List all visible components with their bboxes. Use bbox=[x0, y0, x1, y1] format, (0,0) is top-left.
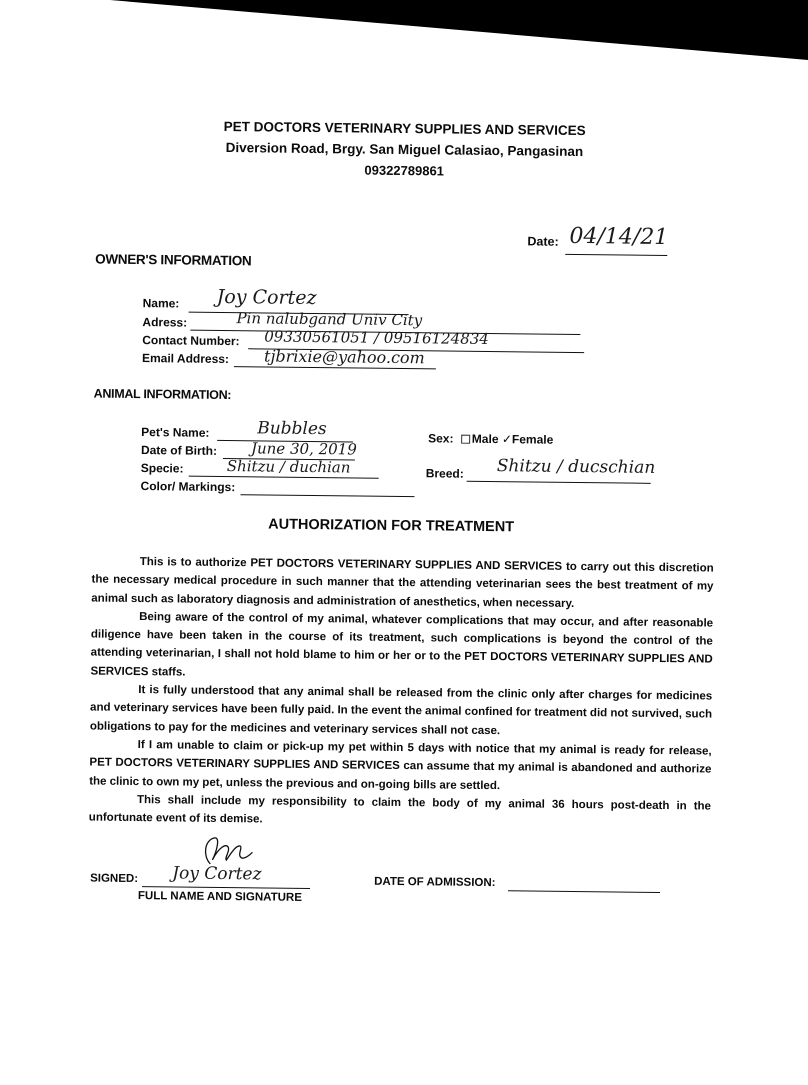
signature-caption: FULL NAME AND SIGNATURE bbox=[137, 890, 302, 904]
clinic-address: Diversion Road, Brgy. San Miguel Calasiao, Pangasinan bbox=[225, 139, 584, 160]
owner-email-value: tjbrixie@yahoo.com bbox=[263, 346, 425, 368]
authorization-paragraph: This is to authorize PET DOCTORS VETERINARY SUPPLIES AND SERVICES to carry out this discretion the necessary medical procedure in such manner that the attending veterinarian sees the best treatment of my animal such as laboratory diagnosis and administration of anesthetics, when necessary. bbox=[91, 556, 714, 610]
sex-male-checkbox[interactable] bbox=[461, 435, 470, 444]
sex-male-label: Male bbox=[471, 431, 499, 447]
owner-email-label: Email Address: bbox=[141, 351, 230, 367]
owner-address-label: Adress: bbox=[142, 315, 188, 330]
date-label: Date: bbox=[527, 234, 559, 249]
owner-contact-value: 09330561051 / 09516124834 bbox=[264, 327, 489, 348]
date-value: 04/14/21 bbox=[569, 223, 669, 251]
authorization-paragraph: This shall include my responsibility to claim the body of my animal 36 hours post-death in the unfortunate event of its demise. bbox=[88, 793, 712, 826]
authorization-paragraph: It is fully understood that any animal shall be released from the clinic only after charges for medicines and veterinary services have been fully paid. In the event the animal confined for treatment did not survived, such obligations to pay for the medicines and veterinary services shall not case. bbox=[89, 684, 713, 737]
owner-contact-label: Contact Number: bbox=[142, 333, 240, 349]
breed-value: Shitzu / ducschian bbox=[496, 456, 656, 478]
sex-female-label: Female bbox=[511, 432, 554, 447]
dob-value: June 30, 2019 bbox=[250, 439, 357, 459]
clinic-phone: 09322789861 bbox=[364, 162, 445, 179]
owner-address-value: Pin nalubgand Univ City bbox=[236, 309, 423, 330]
owner-name-label: Name: bbox=[142, 296, 180, 311]
dob-label: Date of Birth: bbox=[140, 443, 218, 458]
clinic-header bbox=[194, 116, 615, 184]
sex-field bbox=[428, 431, 553, 446]
authorization-title: AUTHORIZATION FOR TREATMENT bbox=[268, 516, 515, 536]
signed-label: SIGNED: bbox=[90, 872, 139, 886]
clinic-name: PET DOCTORS VETERINARY SUPPLIES AND SERVICES bbox=[223, 118, 586, 139]
signature-line bbox=[142, 886, 310, 889]
admission-date-line bbox=[508, 890, 660, 893]
authorization-paragraph: If I am unable to claim or pick-up my pet within 5 days with notice that my animal is ready for release, PET DOCTORS VETERINARY SUPPLIES AND SERVICES can assume that my animal is abandoned and authorize the clinic to own my pet, unless the previous and on-going bills are settled. bbox=[89, 739, 712, 792]
specie-label: Specie: bbox=[140, 461, 184, 476]
color-label: Color/ Markings: bbox=[140, 479, 236, 495]
animal-section-heading: ANIMAL INFORMATION: bbox=[93, 386, 232, 403]
owner-section-heading: OWNER'S INFORMATION bbox=[95, 251, 252, 269]
owner-name-value: Joy Cortez bbox=[216, 285, 317, 310]
breed-line bbox=[467, 481, 651, 484]
date-line bbox=[565, 254, 667, 256]
signature-name: Joy Cortez bbox=[172, 863, 262, 885]
admission-date-label: DATE OF ADMISSION: bbox=[374, 875, 496, 890]
sex-label: Sex: bbox=[428, 431, 454, 446]
pet-name-value: Bubbles bbox=[257, 418, 327, 440]
pet-name-label: Pet's Name: bbox=[141, 425, 210, 440]
signature-scribble-icon bbox=[196, 834, 266, 875]
authorization-body bbox=[89, 553, 714, 834]
specie-value: Shitzu / duchian bbox=[226, 457, 351, 477]
breed-label: Breed: bbox=[425, 466, 464, 481]
color-line bbox=[240, 494, 414, 497]
authorization-paragraph: Being aware of the control of my animal, whatever complications that may occur, and after reasonable diligence have been taken in the course of its treatment, such complications is beyond the control of the attending veterinarian, I shall not hold blame to him or her or to the PET DOCTORS VETERINARY SUPPLIES AND SERVICES staffs. bbox=[90, 610, 714, 679]
sex-female-checkmark-icon: ✓ bbox=[501, 432, 513, 447]
